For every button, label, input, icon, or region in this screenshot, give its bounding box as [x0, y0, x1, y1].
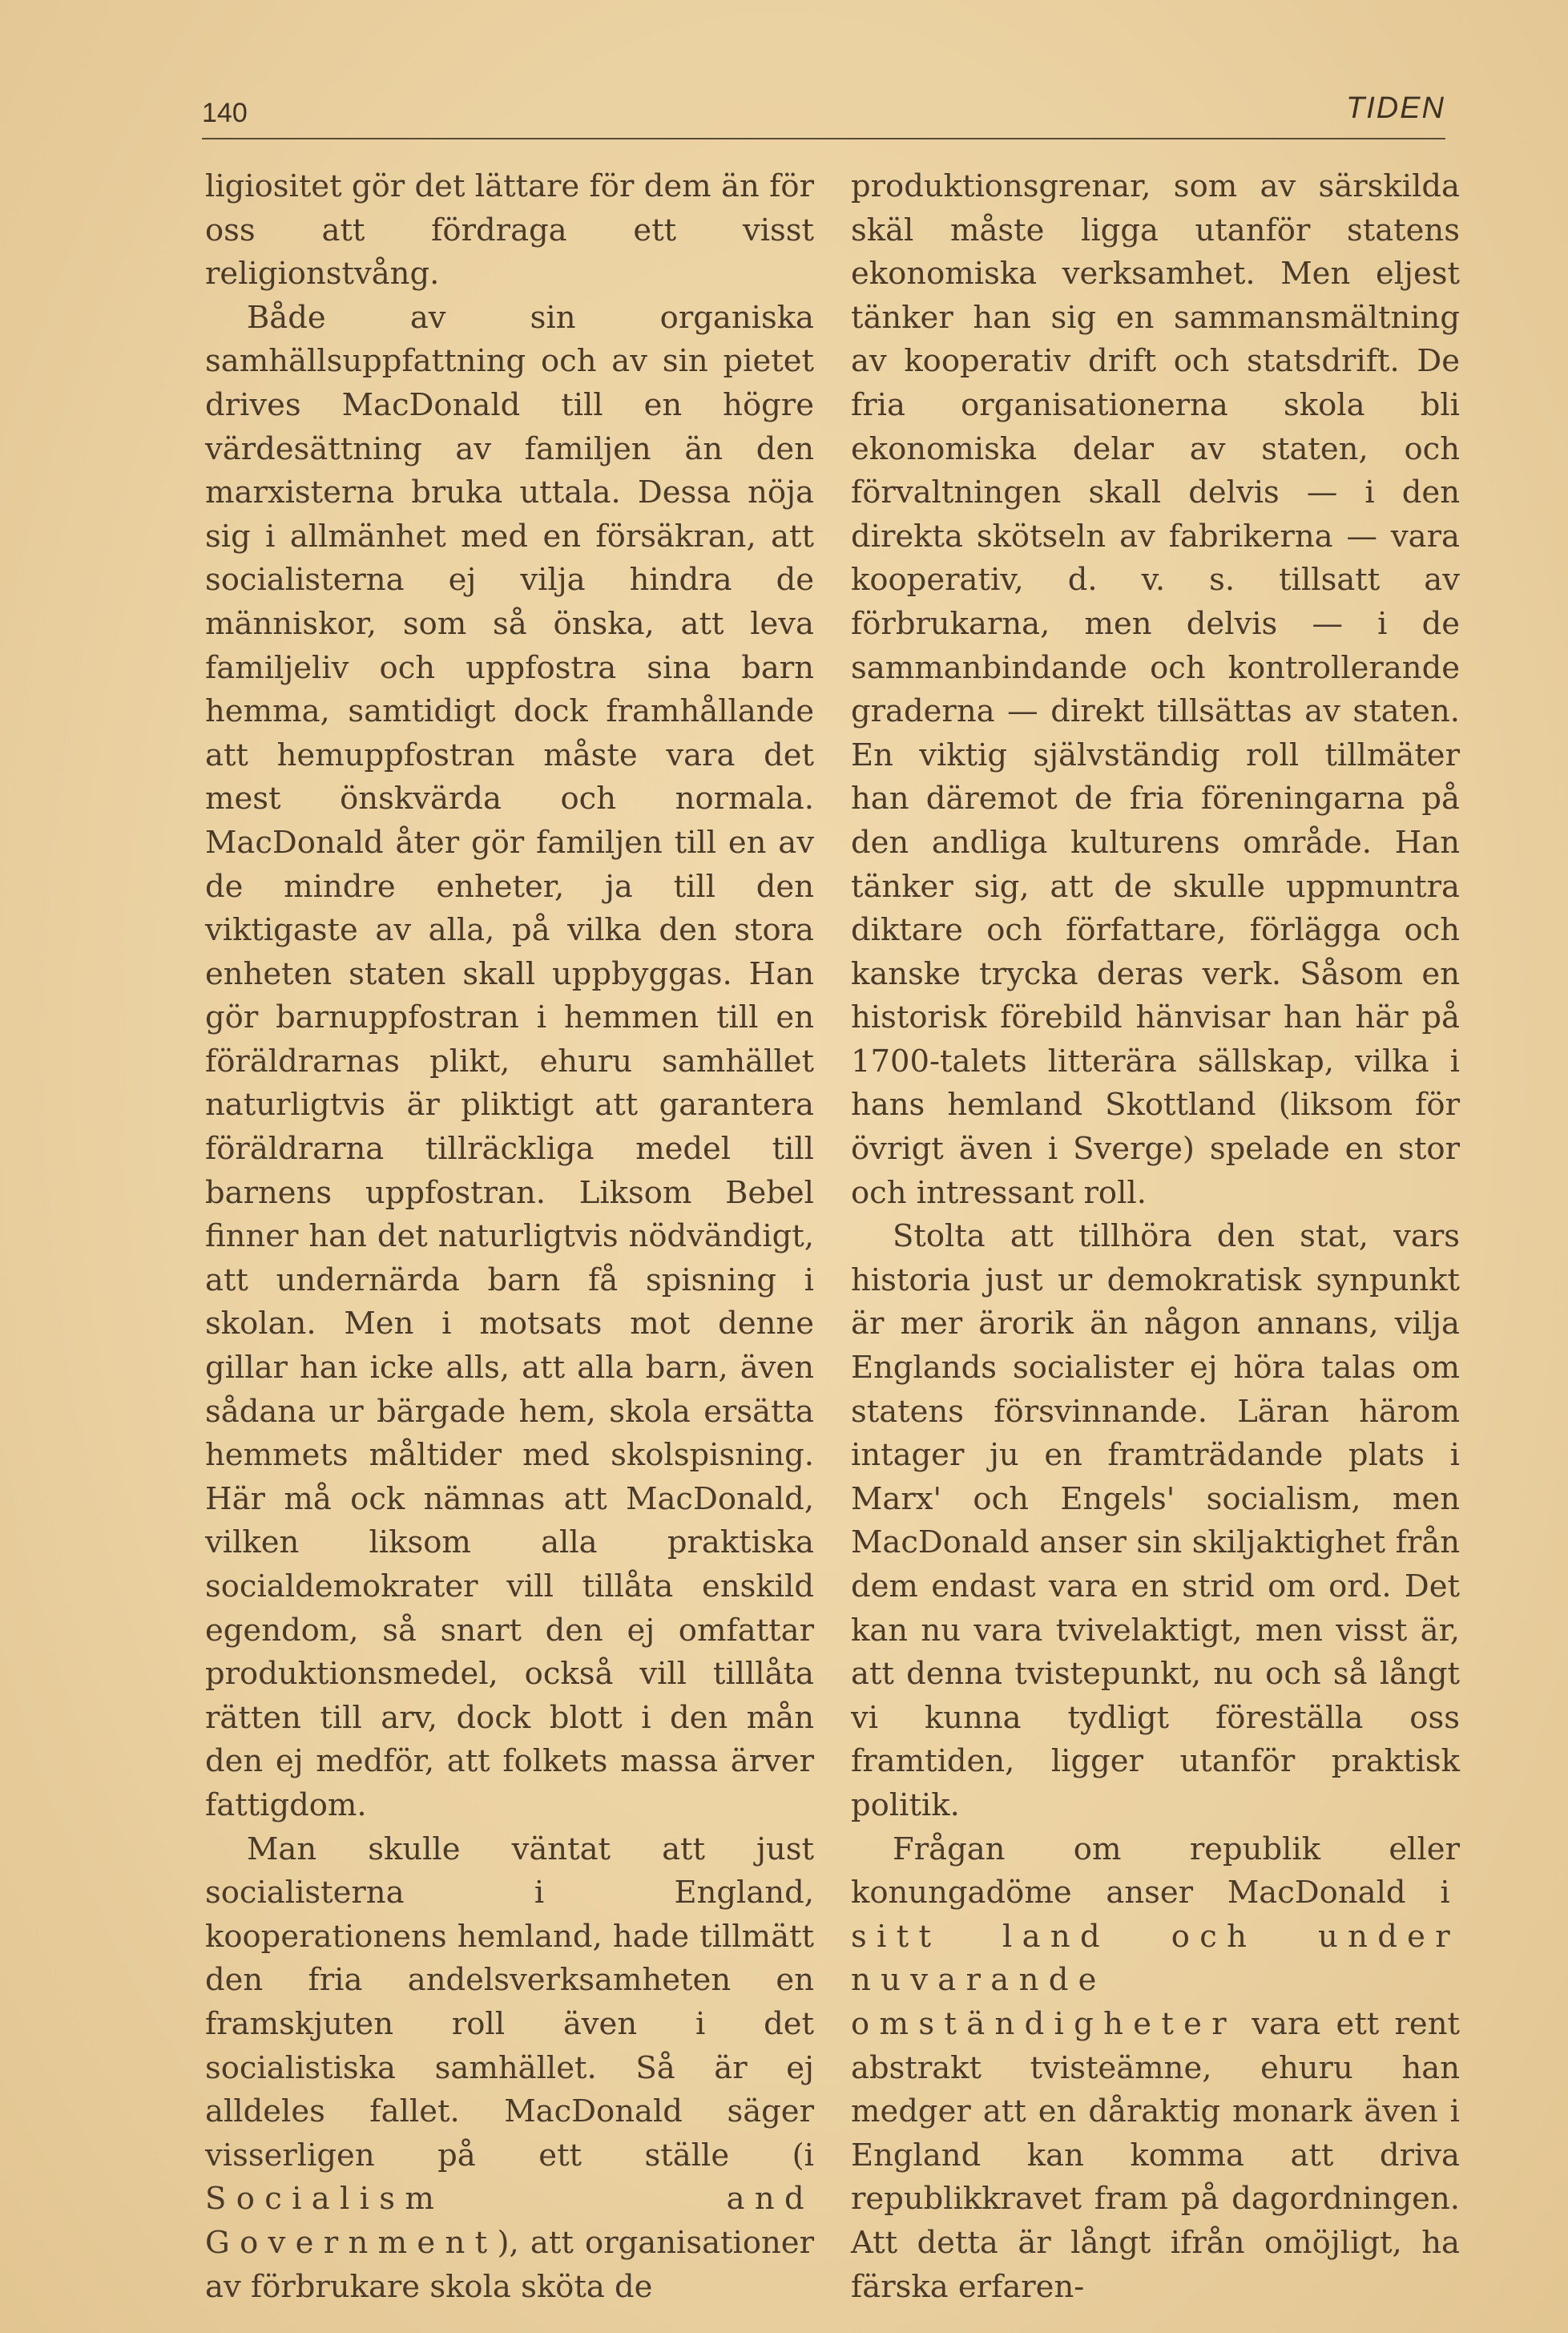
- text-run: Frågan om republik eller konungadöme anser MacDonald: [851, 1830, 1460, 1911]
- running-header: [202, 87, 1445, 143]
- journal-title: TIDEN: [1346, 91, 1445, 125]
- paragraph: ligiositet gör det lättare för dem än för oss att fördraga ett visst religionstvång.: [205, 168, 814, 293]
- right-column: [851, 165, 1460, 2309]
- paragraph: Stolta att tillhöra den stat, vars historia just ur demokratisk synpunkt är mer ärorik än någon annans, vilja Englands socialister ej höra talas om statens försvinnande. Läran härom intager ju en framträdande plats i Marx' och Engels' socialism, men MacDonald anser sin skiljaktighet från dem endast vara en strid om ord. Det kan nu vara tvivelaktigt, men visst är, att denna tvistepunkt, nu och så långt vi kunna tydligt föreställa oss framtiden, ligger utanför praktisk politik.: [851, 1218, 1460, 1823]
- page-number: 140: [202, 98, 248, 128]
- paragraph: Både av sin organiska samhällsuppfattning och av sin pietet drives MacDonald till en högre värdesättning av familjen än den marxisterna bruka uttala. Dessa nöja sig i allmänhet med en försäkran, att socialisterna ej vilja hindra de människor, som så önska, att leva familjeliv och uppfostra sina barn hemma, samtidigt dock framhållande att hemuppfostran måste vara det mest önskvärda och normala. MacDonald åter gör familjen till en av de mindre enheter, ja till den viktigaste av alla, på vilka den stora enheten staten skall uppbyggas. Han gör barnuppfostran i hemmen till en föräldrarnas plikt, ehuru samhället naturligtvis är pliktigt att garantera föräldrarna tillräckliga medel till barnens uppfostran. Liksom Bebel finner han det naturligtvis nödvändigt, att undernärda barn få spisning i skolan. Men i motsats mot denne gillar han icke alls, att alla barn, även sådana ur bärgade hem, skola ersätta hemmets måltider med skolspisning. Här må ock nämnas att MacDonald, vilken liksom alla praktiska socialdemokrater vill tillåta enskild egendom, så snart den ej omfattar produktionsmedel, också vill tilllåta rätten till arv, dock blott i den mån den ej medför, att folkets massa ärver fattigdom.: [205, 299, 814, 1823]
- paragraph: [205, 1828, 814, 2310]
- paragraph: produktionsgrenar, som av särskilda skäl måste ligga utanför statens ekonomiska verksamhet. Men eljest tänker han sig en sammansmältning av kooperativ drift och statsdrift. De fria organisationerna skola bli ekonomiska delar av staten, och förvaltningen skall delvis — i den direkta skötseln av fabrikerna — vara kooperativ, d. v. s. tillsatt av förbrukarna, men delvis — i de sammanbindande och kontrollerande graderna — direkt tillsättas av staten. En viktig självständig roll tillmäter han däremot de fria föreningarna på den andliga kulturens område. Han tänker sig, att de skulle uppmuntra diktare och författare, förlägga och kanske trycka deras verk. Såsom en historisk förebild hänvisar han här på 1700-talets litterära sällskap, vilka i hans hemland Skottland (liksom för övrigt även i Sverge) spelade en stor och intressant roll.: [851, 168, 1460, 1211]
- emphasized-text: i sitt land och under nuvarande omständigheter: [851, 1875, 1460, 2042]
- book-title: Socialism and Government: [205, 2181, 814, 2261]
- text-run: ), att organisationer av förbrukare skola sköta de: [205, 2224, 814, 2305]
- paragraph: [851, 1828, 1460, 2310]
- header-rule: [202, 138, 1445, 139]
- text-run: Man skulle väntat att just socialisterna i England, kooperationens hemland, hade tillmätt den fria andelsverksamheten en framskjuten roll även i det socialistiska samhället. Så är ej alldeles fallet. MacDonald säger visserligen på ett ställe (i: [205, 1830, 814, 2174]
- left-column: [205, 165, 814, 2309]
- text-run: vara ett rent abstrakt tvisteämne, ehuru han medger att en dåraktig monark även i England kan komma att driva republikkravet fram på dagordningen. Att detta är långt ifrån omöjligt, ha färska erfaren-: [851, 2005, 1460, 2305]
